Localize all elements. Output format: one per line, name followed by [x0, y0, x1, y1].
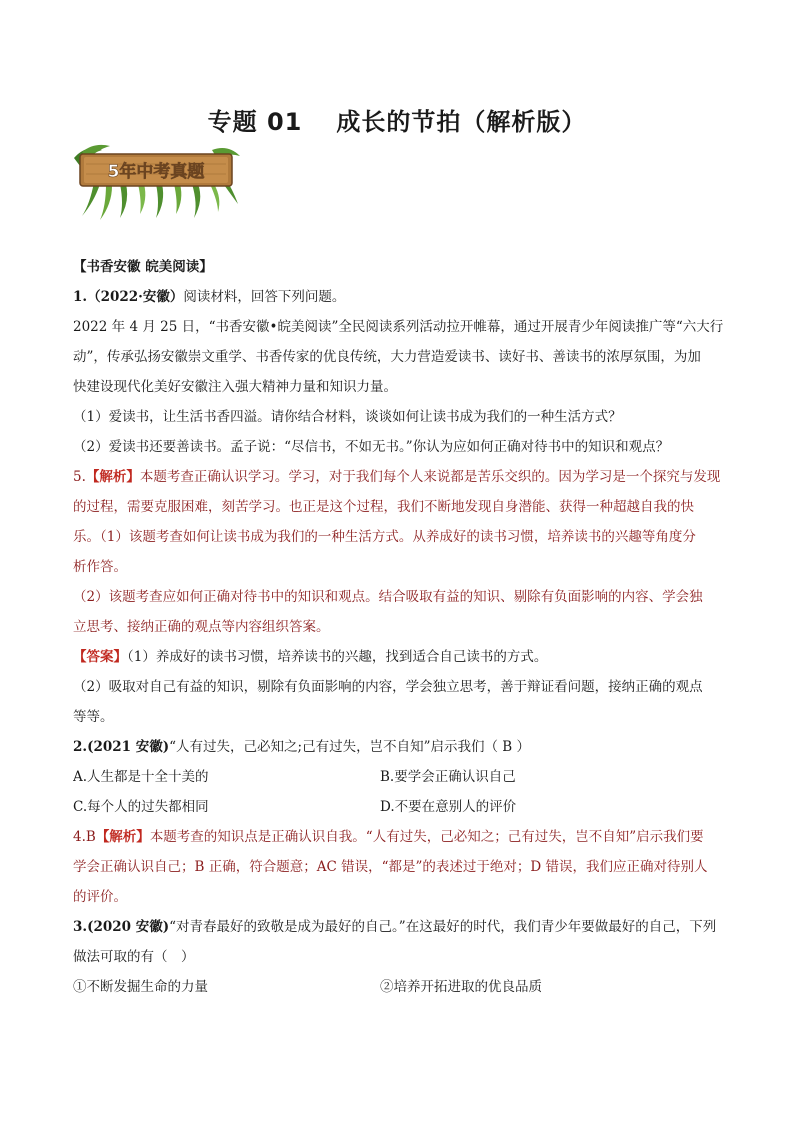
- q3-source: (2020 安徽): [87, 919, 170, 935]
- q1-analysis-line: 立思考、接纳正确的观点等内容组织答案。: [73, 619, 330, 635]
- q1-analysis-line: 的过程，需要克服困难，刻苦学习。也正是这个过程，我们不断地发现自身潜能、获得一种超越自我的快: [73, 499, 694, 515]
- q3-stem-text: “对青春最好的致敬是成为最好的自己。”在这最好的时代，我们青少年要做最好的自己，下列: [169, 919, 717, 935]
- q2-stem-text: “人有过失，己必知之;己有过失，岂不自知”启示我们（ B ）: [169, 739, 531, 755]
- q1-analysis-line: 乐。（1）该题考查如何让读书成为我们的一种生活方式。从养成好的读书习惯，培养读书的兴趣等角度分: [73, 529, 696, 545]
- exam-badge-image: [72, 142, 242, 220]
- q2-analysis-line: 学会正确认识自己；B 正确，符合题意；AC 错误，“都是”的表述过于绝对；D 错误，我们应正确对待别人: [73, 859, 708, 875]
- q3-number: 3.: [73, 919, 88, 935]
- q1-analysis-line: 析作答。: [73, 559, 127, 575]
- page-title: [0, 102, 794, 137]
- q3-option-2: ②培养开拓进取的优良品质: [380, 979, 542, 995]
- q3-stem-continued: 做法可取的有（ ）: [73, 949, 195, 965]
- question-2-stem: [73, 732, 725, 762]
- document-body: [73, 252, 725, 1002]
- q1-source: （2022·安徽）: [87, 289, 184, 305]
- q1-subquestion-1: （1）爱读书，让生活书香四溢。请你结合材料，谈谈如何让读书成为我们的一种生活方式？: [73, 409, 622, 425]
- title-prefix: 专题 01: [207, 108, 303, 136]
- title-main: 成长的节拍（解析版）: [336, 108, 587, 136]
- q2-analysis-tag: 【解析】: [95, 829, 150, 845]
- q1-answer-text: （1）养成好的读书习惯，培养读书的兴趣，找到适合自己读书的方式。: [127, 649, 548, 665]
- q2-analysis-number: 4.B: [73, 829, 96, 845]
- q2-analysis-line: 的评价。: [73, 889, 127, 905]
- q1-stem-text: 阅读材料，回答下列问题。: [183, 289, 346, 305]
- q2-options-row: [73, 792, 725, 822]
- q1-answer-line: [73, 642, 725, 672]
- q1-analysis-tag: 【解析】: [85, 469, 140, 485]
- q1-analysis-number: 5.: [73, 469, 86, 485]
- q1-analysis-line: [73, 462, 725, 492]
- q2-source: (2021 安徽): [87, 739, 170, 755]
- question-3-stem: [73, 912, 725, 942]
- q2-options-row: [73, 762, 725, 792]
- badge-text: 5年中考真题: [107, 162, 205, 182]
- q1-material-line: 2022 年 4 月 25 日，“书香安徽•皖美阅读”全民阅读系列活动拉开帷幕，通过开展青少年阅读推广等“六大行: [73, 319, 724, 335]
- q2-option-a: A.人生都是十全十美的: [73, 769, 209, 785]
- q1-analysis-text: 本题考查正确认识学习。学习，对于我们每个人来说都是苦乐交织的。因为学习是一个探究与发现: [139, 469, 721, 485]
- q1-answer-line: 等等。: [73, 709, 114, 725]
- q2-number: 2.: [73, 739, 88, 755]
- q1-subquestion-2: （2）爱读书还要善读书。孟子说：“尽信书，不如无书。”你认为应如何正确对待书中的知识和观点？: [73, 439, 670, 455]
- q3-option-1: ①不断发掘生命的力量: [73, 979, 208, 995]
- q2-option-b: B.要学会正确认识自己: [380, 769, 516, 785]
- q1-number: 1.: [73, 289, 88, 305]
- q2-analysis-text: 本题考查的知识点是正确认识自我。“人有过失，己必知之；己有过失，岂不自知”启示我们要: [149, 829, 704, 845]
- q3-options-row: [73, 972, 725, 1002]
- q1-material-line: 快建设现代化美好安徽注入强大精神力量和知识力量。: [73, 379, 397, 395]
- section-header: 【书香安徽 皖美阅读】: [73, 259, 213, 275]
- question-1-stem: [73, 282, 725, 312]
- q2-option-c: C.每个人的过失都相同: [73, 799, 209, 815]
- q1-analysis-line: （2）该题考查应如何正确对待书中的知识和观点。结合吸取有益的知识、剔除有负面影响的内容、学会独: [73, 589, 703, 605]
- q1-answer-tag: 【答案】: [73, 649, 127, 665]
- q1-material-line: 动”，传承弘扬安徽崇文重学、书香传家的优良传统，大力营造爱读书、读好书、善读书的浓厚氛围，为加: [73, 349, 701, 365]
- q2-analysis-line: [73, 822, 725, 852]
- q2-option-d: D.不要在意别人的评价: [380, 799, 517, 815]
- q1-answer-line: （2）吸取对自己有益的知识，剔除有负面影响的内容，学会独立思考，善于辩证看问题，接纳正确的观点: [73, 679, 703, 695]
